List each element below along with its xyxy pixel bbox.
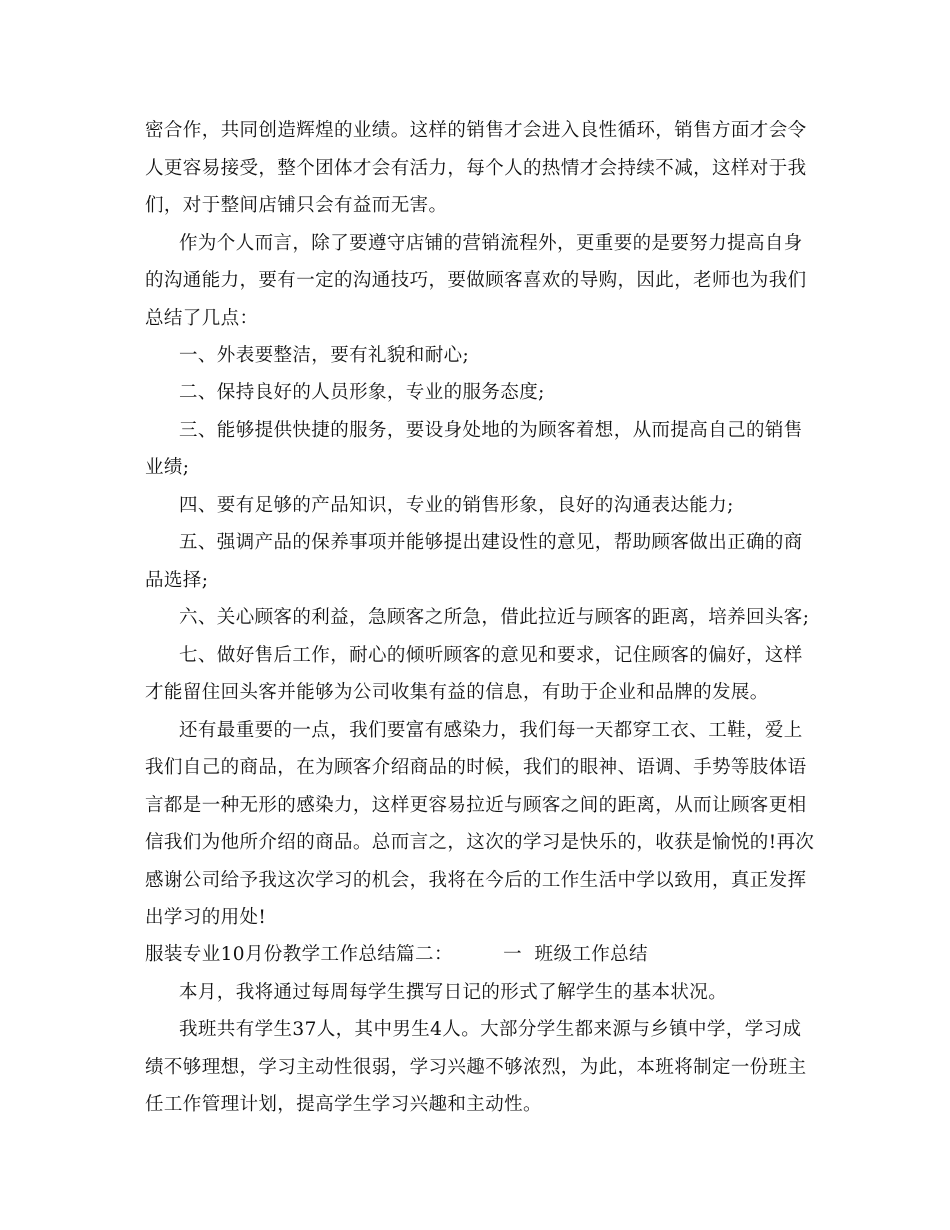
text-line: 们，对于整间店铺只会有益而无害。: [145, 195, 448, 216]
section-heading: 服装专业10月份教学工作总结篇二： 一 班级工作总结: [145, 944, 648, 965]
text-line: 业绩;: [145, 457, 190, 478]
text-line: 信我们为他所介绍的商品。总而言之，这次的学习是快乐的，收获是愉悦的!再次: [145, 832, 815, 853]
list-item: 三、能够提供快捷的服务，要设身处地的为顾客着想，从而提高自己的销售: [179, 420, 803, 441]
list-item: 四、要有足够的产品知识，专业的销售形象，良好的沟通表达能力;: [179, 495, 734, 516]
text-line: 出学习的用处!: [145, 907, 267, 928]
paragraph-start: 还有最重要的一点，我们要富有感染力，我们每一天都穿工衣、工鞋，爱上: [179, 720, 803, 741]
list-item: 一、外表要整洁，要有礼貌和耐心;: [179, 345, 470, 366]
list-item: 五、强调产品的保养事项并能够提出建设性的意见，帮助顾客做出正确的商: [179, 532, 803, 553]
text-line: 人更容易接受，整个团体才会有活力，每个人的热情才会持续不减，这样对于我: [145, 158, 807, 179]
text-line: 任工作管理计划，提高学生学习兴趣和主动性。: [145, 1094, 542, 1115]
text-line: 绩不够理想，学习主动性很弱，学习兴趣不够浓烈，为此，本班将制定一份班主: [145, 1057, 807, 1078]
paragraph-start: 我班共有学生37人，其中男生4人。大部分学生都来源与乡镇中学，学习成: [179, 1019, 802, 1040]
paragraph-start: 本月，我将通过每周每学生撰写日记的形式了解学生的基本状况。: [179, 982, 728, 1003]
text-line: 我们自己的商品，在为顾客介绍商品的时候，我们的眼神、语调、手势等肢体语: [145, 757, 807, 778]
list-item: 二、保持良好的人员形象，专业的服务态度;: [179, 382, 545, 403]
text-line: 才能留住回头客并能够为公司收集有益的信息，有助于企业和品牌的发展。: [145, 682, 769, 703]
text-line: 总结了几点：: [145, 308, 259, 329]
text-line: 品选择;: [145, 570, 209, 591]
text-line: 感谢公司给予我这次学习的机会，我将在今后的工作生活中学以致用，真正发挥: [145, 870, 807, 891]
text-line: 密合作，共同创造辉煌的业绩。这样的销售才会进入良性循环，销售方面才会令: [145, 120, 807, 141]
list-item: 七、做好售后工作，耐心的倾听顾客的意见和要求，记住顾客的偏好，这样: [179, 645, 803, 666]
list-item: 六、关心顾客的利益，急顾客之所急，借此拉近与顾客的距离，培养回头客;: [179, 607, 810, 628]
text-line: 言都是一种无形的感染力，这样更容易拉近与顾客之间的距离，从而让顾客更相: [145, 795, 807, 816]
text-line: 的沟通能力，要有一定的沟通技巧，要做顾客喜欢的导购，因此，老师也为我们: [145, 270, 807, 291]
paragraph-start: 作为个人而言，除了要遵守店铺的营销流程外，更重要的是要努力提高自身: [179, 233, 803, 254]
